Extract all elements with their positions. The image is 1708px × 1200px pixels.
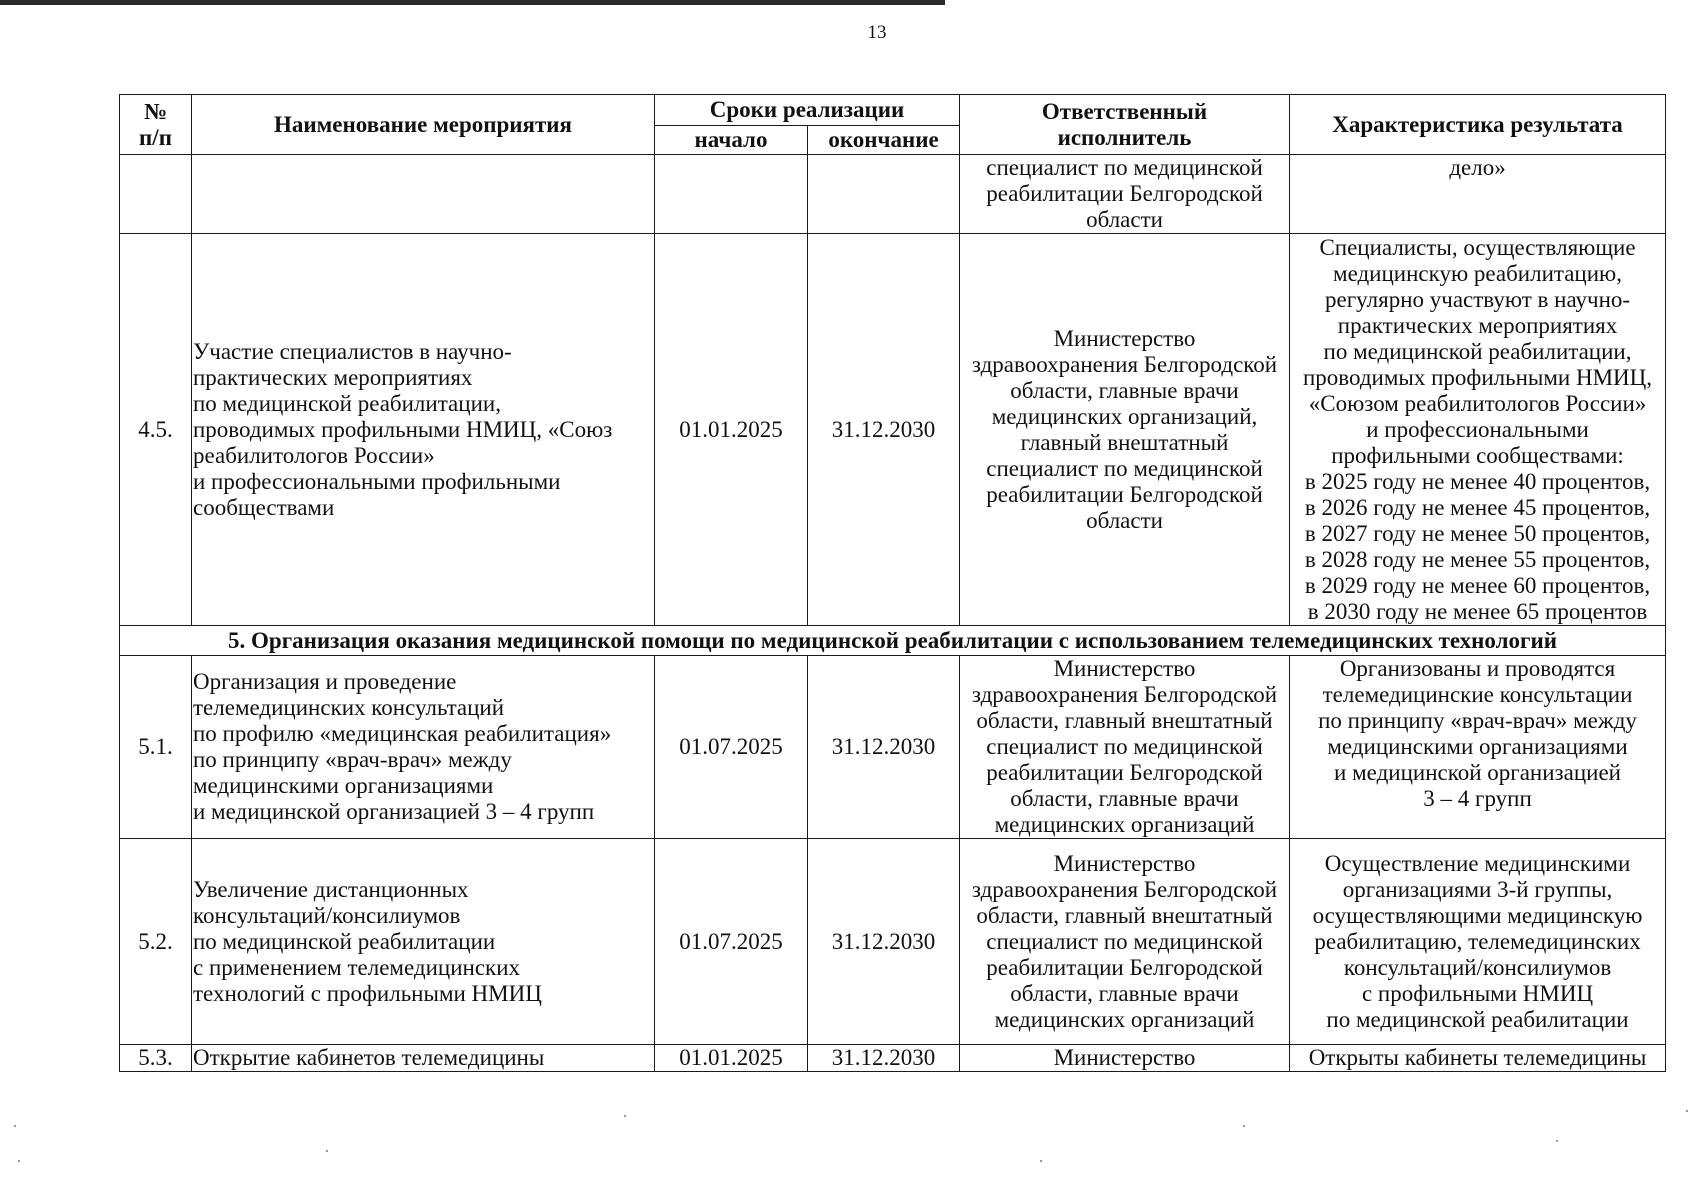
scan-speck [1556,1140,1558,1142]
cell-start [655,155,808,234]
scan-speck [326,1150,328,1152]
header-executor: Ответственный исполнитель [960,95,1290,155]
scan-speck [624,1115,626,1117]
cell-executor: Министерство [960,1045,1290,1072]
cell-name [192,155,655,234]
cell-result: Открыты кабинеты телемедицины [1290,1045,1666,1072]
header-number: № п/п [120,95,192,155]
header-end: окончание [808,126,960,155]
cell-name: Организация и проведение телемедицинских консультаций по профилю «медицинская реабилитация» по принципу «врач-врач» между медицинскими организациями и медицинской организацией 3 – 4 групп [192,656,655,839]
section-heading: 5. Организация оказания медицинской помощи по медицинской реабилитации с использованием телемедицинских технологий [120,626,1666,656]
scan-speck [1686,1110,1688,1112]
header-name: Наименование мероприятия [192,95,655,155]
table-header [120,95,1666,155]
scan-speck [1040,1160,1042,1162]
cell-result: Специалисты, осуществляющие медицинскую реабилитацию, регулярно участвуют в научно- практических мероприятиях по медицинской реабилитации, проводимых профильными НМИЦ, «Союзом реабилитологов России» и профессиональными профильными сообществами: в 2025 году не менее 40 процентов, в 2026 году не менее 45 процентов, в 2027 году не менее 50 процентов, в 2028 году не менее 55 процентов, в 2029 году не менее 60 процентов, в 2030 году не менее 65 процентов [1290,234,1666,626]
cell-name: Увеличение дистанционных консультаций/консилиумов по медицинской реабилитации с применением телемедицинских технологий с профильными НМИЦ [192,839,655,1045]
cell-end: 31.12.2030 [808,656,960,839]
scan-speck [18,1160,20,1162]
cell-result: Организованы и проводятся телемедицинские консультации по принципу «врач-врач» между медицинскими организациями и медицинской организацией 3 – 4 групп [1290,656,1666,839]
cell-number: 4.5. [120,234,192,626]
cell-name: Участие специалистов в научно- практических мероприятиях по медицинской реабилитации, проводимых профильными НМИЦ, «Союз реабилитологов России» и профессиональными профильными сообществами [192,234,655,626]
cell-number: 5.1. [120,656,192,839]
cell-result: Осуществление медицинскими организациями 3-й группы, осуществляющими медицинскую реабилитацию, телемедицинских консультаций/консилиумов с профильными НМИЦ по медицинской реабилитации [1290,839,1666,1045]
header-result: Характеристика результата [1290,95,1666,155]
cell-executor: специалист по медицинской реабилитации Белгородской области [960,155,1290,234]
cell-number: 5.2. [120,839,192,1045]
table-row [120,155,1666,234]
cell-start: 01.07.2025 [655,839,808,1045]
header-start: начало [655,126,808,155]
header-terms: Сроки реализации [655,95,960,126]
cell-end [808,155,960,234]
cell-start: 01.01.2025 [655,234,808,626]
top-rule [0,0,945,5]
scan-speck [14,1125,16,1127]
cell-executor: Министерство здравоохранения Белгородской области, главные врачи медицинских организаций, главный внештатный специалист по медицинской реабилитации Белгородской области [960,234,1290,626]
section-heading-row [120,626,1666,656]
cell-start: 01.07.2025 [655,656,808,839]
scan-speck [1243,1125,1245,1127]
cell-name: Открытие кабинетов телемедицины [192,1045,655,1072]
cell-end: 31.12.2030 [808,839,960,1045]
cell-start: 01.01.2025 [655,1045,808,1072]
measures-table [119,94,1666,1072]
table-row [120,656,1666,839]
cell-end: 31.12.2030 [808,1045,960,1072]
cell-result: дело» [1290,155,1666,234]
cell-executor: Министерство здравоохранения Белгородской области, главный внештатный специалист по медицинской реабилитации Белгородской области, главные врачи медицинских организаций [960,839,1290,1045]
cell-executor: Министерство здравоохранения Белгородской области, главный внештатный специалист по медицинской реабилитации Белгородской области, главные врачи медицинских организаций [960,656,1290,839]
table-row [120,839,1666,1045]
cell-number [120,155,192,234]
page-number: 13 [867,22,887,43]
table-row [120,234,1666,626]
cell-number: 5.3. [120,1045,192,1072]
table-row [120,1045,1666,1072]
cell-end: 31.12.2030 [808,234,960,626]
